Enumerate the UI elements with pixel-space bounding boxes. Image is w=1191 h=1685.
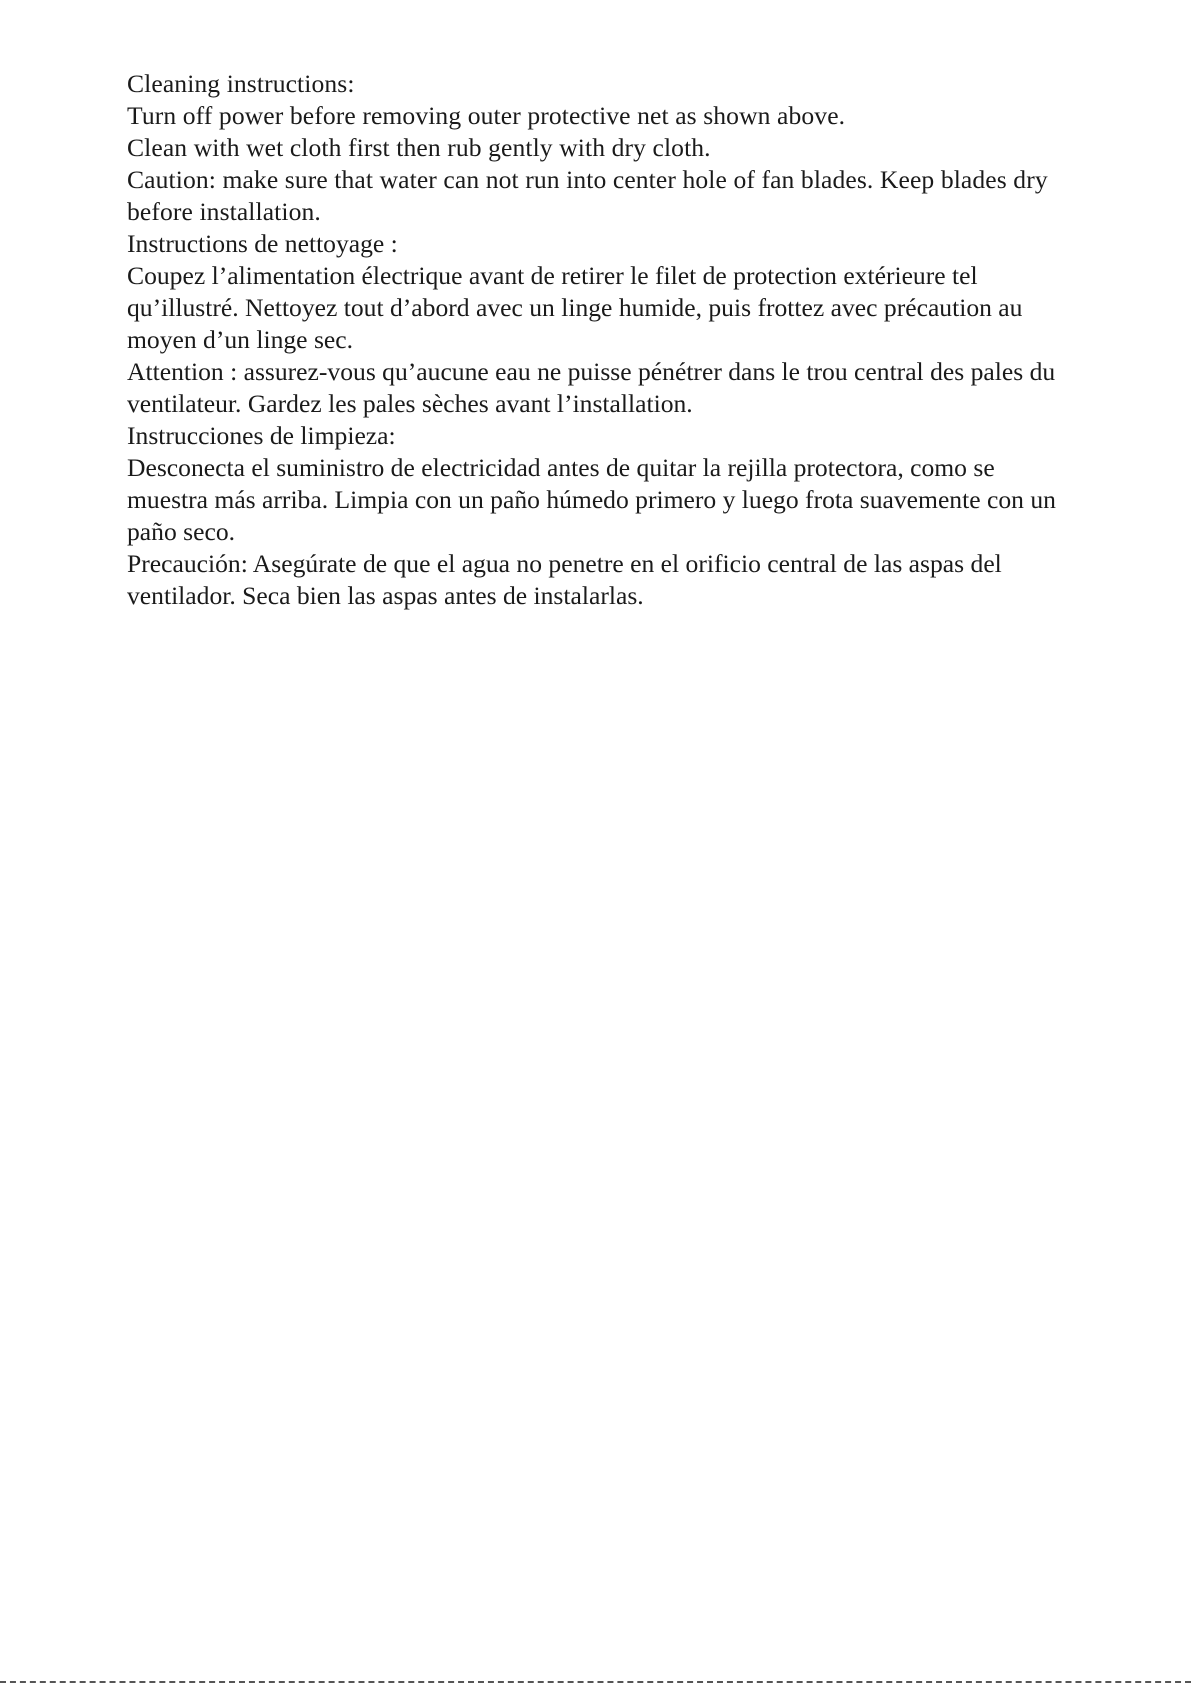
english-caution-line-2: before installation.: [127, 197, 321, 226]
english-line-clean: Clean with wet cloth first then rub gently with dry cloth.: [127, 133, 711, 162]
english-section: [127, 68, 1137, 228]
page-bottom-dashed-rule: [0, 1681, 1191, 1683]
french-heading: Instructions de nettoyage :: [127, 229, 398, 258]
english-caution-line-1: Caution: make sure that water can not run into center hole of fan blades. Keep blades dry: [127, 165, 1048, 194]
french-section: [127, 228, 1137, 420]
spanish-heading: Instrucciones de limpieza:: [127, 421, 396, 450]
english-heading: Cleaning instructions:: [127, 69, 355, 98]
spanish-precaucion-line-1: Precaución: Asegúrate de que el agua no penetre en el orificio central de las aspas del: [127, 549, 1002, 578]
english-line-power-off: Turn off power before removing outer protective net as shown above.: [127, 101, 846, 130]
spanish-precaucion-line-2: ventilador. Seca bien las aspas antes de instalarlas.: [127, 581, 644, 610]
french-body-line-1: Coupez l’alimentation électrique avant de retirer le filet de protection extérieure tel: [127, 261, 978, 290]
french-attention-line-1: Attention : assurez-vous qu’aucune eau ne puisse pénétrer dans le trou central des pales du: [127, 357, 1056, 386]
spanish-section: [127, 420, 1137, 612]
cleaning-instructions-block: [127, 68, 1137, 612]
french-body-line-3: moyen d’un linge sec.: [127, 325, 354, 354]
french-attention-line-2: ventilateur. Gardez les pales sèches avant l’installation.: [127, 389, 693, 418]
spanish-body-line-3: paño seco.: [127, 517, 236, 546]
spanish-body-line-1: Desconecta el suministro de electricidad antes de quitar la rejilla protectora, como se: [127, 453, 995, 482]
spanish-body-line-2: muestra más arriba. Limpia con un paño húmedo primero y luego frota suavemente con un: [127, 485, 1056, 514]
french-body-line-2: qu’illustré. Nettoyez tout d’abord avec un linge humide, puis frottez avec précaution au: [127, 293, 1023, 322]
